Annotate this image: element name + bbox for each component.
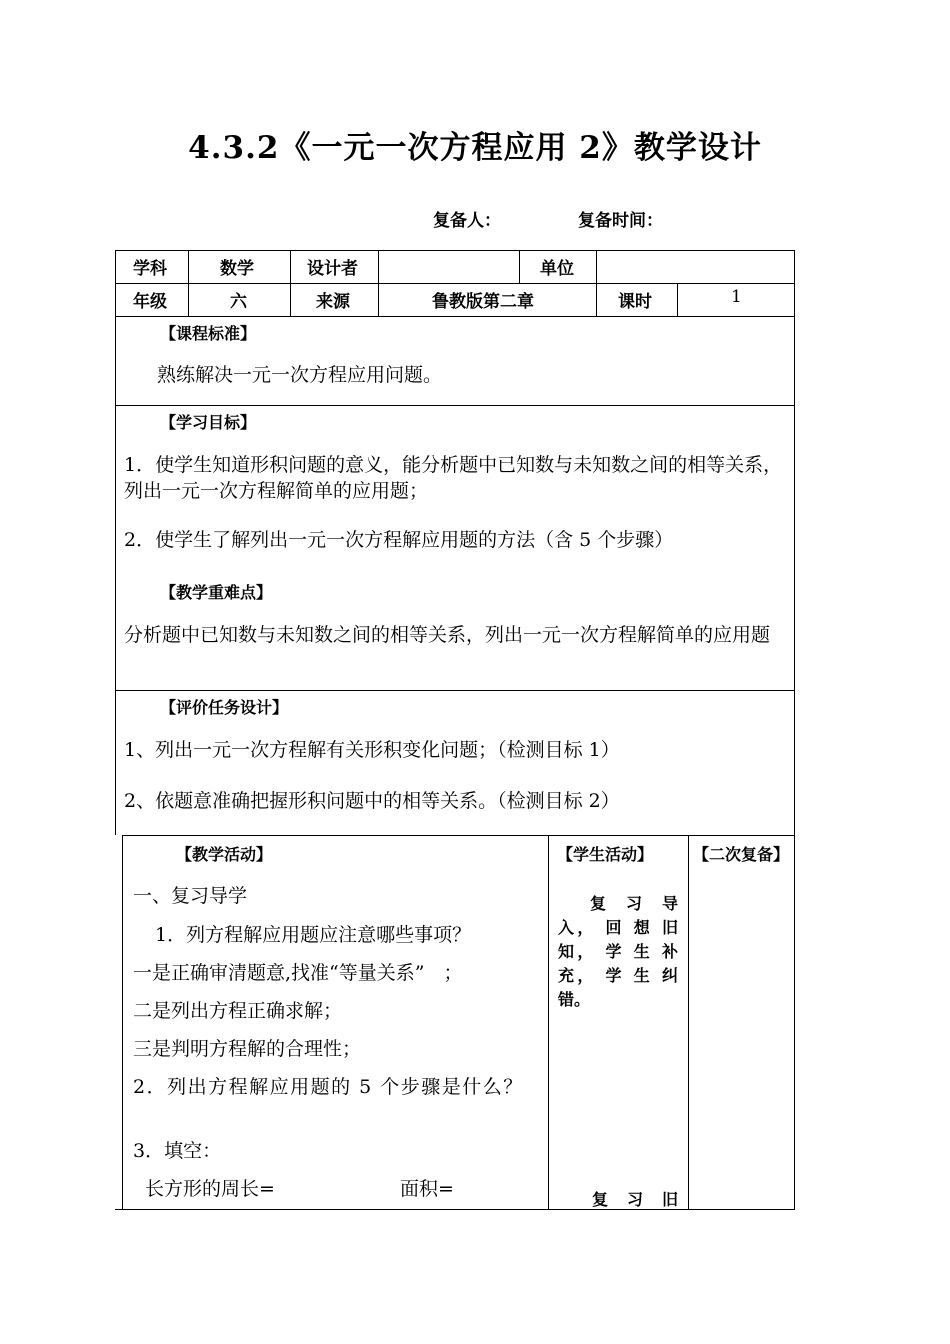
- source-label: 来源: [316, 292, 350, 312]
- student-line-2: 入， 回 想 旧: [558, 918, 678, 937]
- goal-1: 1．使学生知道形积问题的意义，能分析题中已知数与未知数之间的相等关系，列出一元一次方程解简单的应用题；: [124, 454, 783, 502]
- student-line-5: 错。: [558, 990, 591, 1009]
- teaching-line-5: 三是判明方程解的合理性；: [133, 1038, 362, 1060]
- teaching-line-4: 二是列出方程正确求解；: [133, 1000, 343, 1022]
- teaching-line-6: 2．列出方程解应用题的 5 个步骤是什么？: [133, 1076, 524, 1098]
- designer-label: 设计者: [307, 259, 358, 279]
- grade-value: 六: [230, 292, 247, 312]
- subject-value: 数学: [220, 259, 254, 279]
- review-time-label: 复备时间：: [578, 211, 663, 231]
- document-title: 4.3.2《一元一次方程应用 2》教学设计: [188, 130, 762, 166]
- unit-label: 单位: [540, 259, 574, 279]
- grade-label: 年级: [133, 292, 167, 312]
- student-line-4: 充， 学 生 纠: [558, 966, 678, 985]
- student-line-1: 复 习 导: [590, 894, 678, 913]
- hours-label: 课时: [618, 292, 652, 312]
- teaching-activity-heading: 【教学活动】: [176, 845, 273, 864]
- second-prep-heading: 【二次复备】: [693, 845, 790, 864]
- keypoints-text: 分析题中已知数与未知数之间的相等关系，列出一元一次方程解简单的应用题: [124, 624, 771, 646]
- subject-label: 学科: [133, 259, 167, 279]
- teaching-line-2: 1．列方程解应用题应注意哪些事项？: [155, 924, 472, 946]
- goals-heading: 【学习目标】: [160, 413, 257, 432]
- student-line-3: 知， 学 生 补: [558, 942, 678, 961]
- student-line-6: 复 习 旧: [592, 1190, 678, 1209]
- teaching-line-7: 3．填空：: [133, 1140, 222, 1162]
- reviewer-label: 复备人：: [433, 211, 501, 231]
- eval-heading: 【评价任务设计】: [160, 698, 289, 717]
- teaching-line-8-perimeter: 长方形的周长=: [145, 1178, 275, 1200]
- keypoints-heading: 【教学重难点】: [160, 583, 273, 602]
- goal-2: 2．使学生了解列出一元一次方程解应用题的方法（含 5 个步骤）: [124, 529, 674, 551]
- student-activity-heading: 【学生活动】: [557, 845, 654, 864]
- teaching-line-1: 一、复习导学: [133, 885, 248, 907]
- source-value: 鲁教版第二章: [432, 292, 534, 312]
- standard-heading: 【课程标准】: [160, 324, 257, 343]
- eval-1: 1、列出一元一次方程解有关形积变化问题；（检测目标 1）: [124, 739, 620, 761]
- teaching-line-3: 一是正确审清题意,找准“等量关系” ；: [133, 962, 463, 984]
- standard-text: 熟练解决一元一次方程应用问题。: [157, 364, 443, 386]
- eval-2: 2、依题意准确把握形积问题中的相等关系。（检测目标 2）: [124, 790, 620, 812]
- teaching-line-8-area: 面积=: [400, 1178, 454, 1200]
- hours-value: 1: [731, 287, 742, 307]
